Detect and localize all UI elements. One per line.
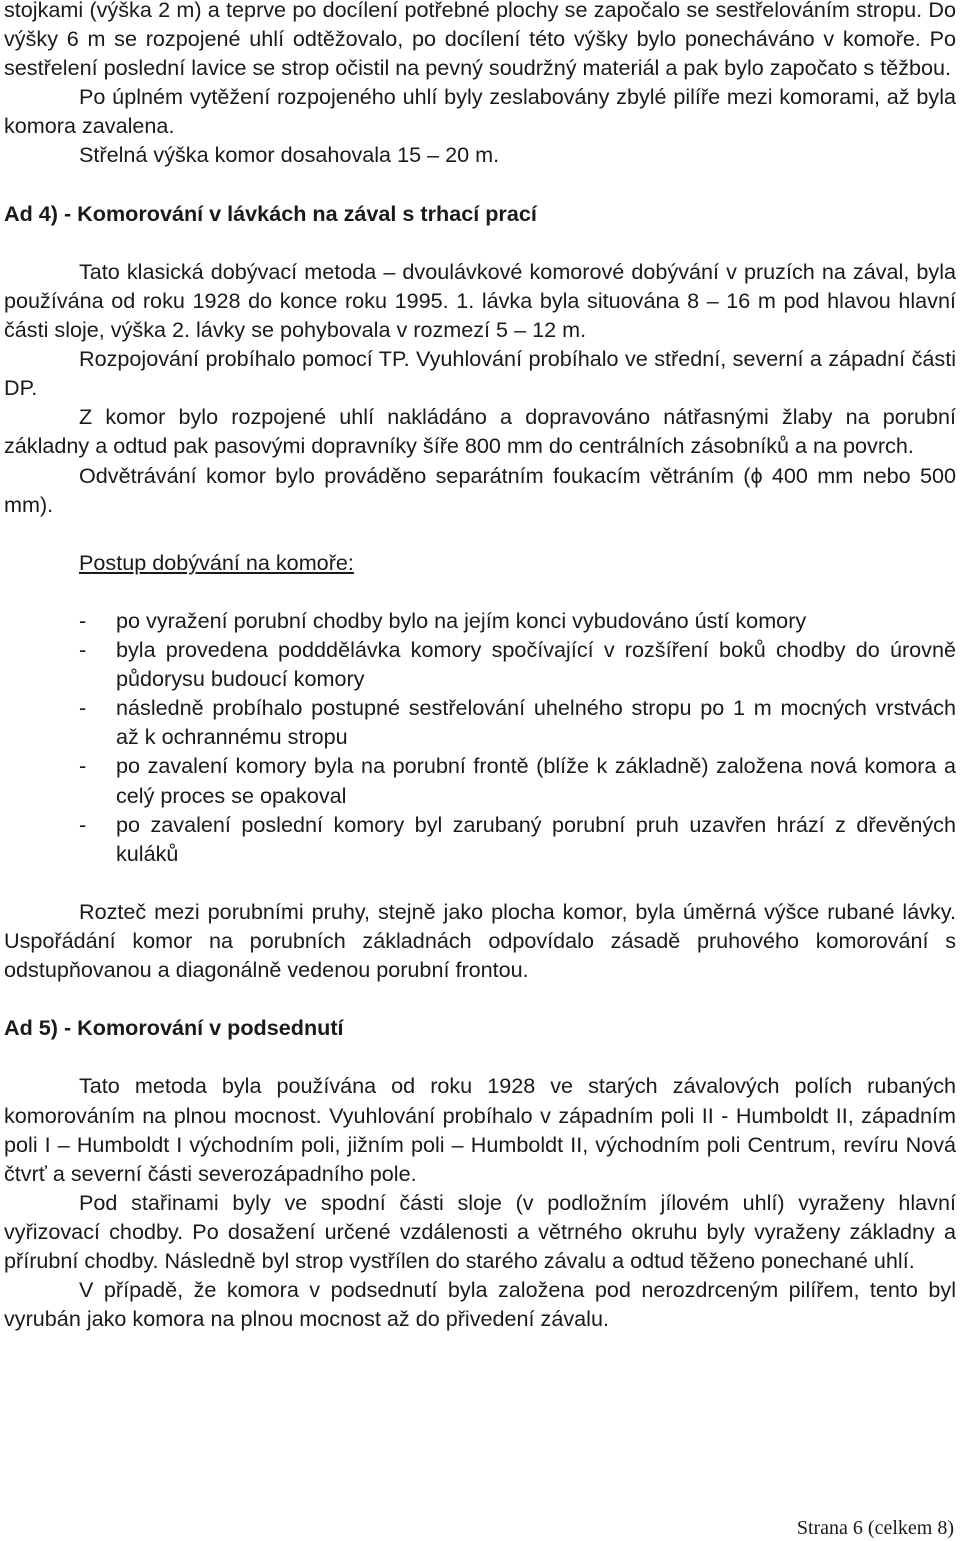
list-item [4,635,956,693]
section-4-paragraph-2: Rozpojování probíhalo pomocí TP. Vyuhlování probíhalo ve střední, severní a západní části DP. [4,346,956,401]
list-item-text: byla provedena podddělávka komory spočívající v rozšíření boků chodby do úrovně půdorysu budoucí komory [116,637,956,692]
section-4-paragraph-5: Rozteč mezi porubními pruhy, stejně jako plocha komor, byla úměrná výšce rubané lávky. Uspořádání komor na porubních základnách odpovídalo zásadě pruhového komorování s odstupňovanou a diagonálně vedenou porubní frontou. [4,898,956,983]
procedure-title [4,548,956,577]
list-item [4,751,956,809]
spacer [4,1042,956,1071]
procedure-steps-list [4,606,956,868]
intro-paragraph-3: Střelná výška komor dosahovala 15 – 20 m. [79,142,500,168]
document-page [4,0,956,1333]
intro-paragraph-2: Po úplném vytěžení rozpojeného uhlí byly zeslabovány zbylé pilíře mezi komorami, až byla komora zavalena. [4,84,956,139]
section-4-paragraph-1: Tato klasická dobývací metoda – dvoulávkové komorové dobývání v pruzích na zával, byla používána od roku 1928 do konce roku 1995. 1. lávka byla situována 8 – 16 m pod hlavou hlavní části sloje, výška 2. lávky se pohybovala v rozmezí 5 – 12 m. [4,258,956,343]
dash-bullet: - [79,695,87,721]
spacer [4,228,956,257]
spacer [4,170,956,199]
section-4-paragraph-3: Z komor bylo rozpojené uhlí nakládáno a dopravováno nátřasnými žlaby na porubní základny a odtud pak pasovými dopravníky šíře 800 mm do centrálních zásobníků a na povrch. [4,404,956,459]
spacer [4,868,956,897]
section-5-paragraph-2: Pod stařinami byly ve spodní části sloje (v podložním jílovém uhlí) vyraženy hlavní vyřizovací chodby. Po dosažení určené vzdálenosti a větrného okruhu byly vyraženy základny a přírubní chodby. Následně byl strop vystřílen do starého závalu a odtud těženo ponechané uhlí. [4,1189,956,1274]
list-item-text: po vyražení porubní chodby bylo na jejím konci vybudováno ústí komory [116,607,807,633]
dash-bullet: - [79,637,87,663]
dash-bullet: - [79,753,87,779]
section-4-paragraph-4: Odvětrávání komor bylo prováděno separátním foukacím větráním (ϕ 400 mm nebo 500 mm). [4,462,956,517]
spacer [4,984,956,1013]
list-item [4,693,956,751]
list-item [4,810,956,868]
spacer [4,519,956,548]
section-4-heading: Ad 4) - Komorování v lávkách na zával s trhací prací [4,200,537,226]
list-item-text: po zavalení komory byla na porubní frontě (blíže k základně) založena nová komora a celý proces se opakoval [116,753,956,808]
section-5-heading: Ad 5) - Komorování v podsednutí [4,1015,344,1041]
section-5-paragraph-3: V případě, že komora v podsednutí byla založena pod nerozdrceným pilířem, tento byl vyrubán jako komora na plnou mocnost až do přivedení závalu. [4,1277,956,1332]
list-item [4,606,956,635]
list-item-text: následně probíhalo postupné sestřelování uhelného stropu po 1 m mocných vrstvách až k ochrannému stropu [116,695,956,750]
dash-bullet: - [79,607,87,633]
spacer [4,577,956,606]
intro-paragraph: stojkami (výška 2 m) a teprve po docílení potřebné plochy se započalo se sestřelováním stropu. Do výšky 6 m se rozpojené uhlí odtěžovalo, po docílení této výšky bylo ponecháváno v komoře. Po sestřelení poslední lavice se strop očistil na pevný soudržný materiál a pak bylo započato s těžbou. [4,0,956,81]
section-5-paragraph-1: Tato metoda byla používána od roku 1928 ve starých závalových polích rubaných komorováním na plnou mocnost. Vyuhlování probíhalo v západním poli II - Humboldt II, západním poli I – Humboldt I východním poli, jižním poli – Humboldt II, východním poli Centrum, revíru Nová čtvrť a severní části severozápadního pole. [4,1073,956,1186]
list-item-text: po zavalení poslední komory byl zarubaný porubní pruh uzavřen hrází z dřevěných kuláků [116,811,956,866]
dash-bullet: - [79,811,87,837]
procedure-title-text: Postup dobývání na komoře: [79,549,354,575]
page-number: Strana 6 (celkem 8) [796,1517,954,1539]
